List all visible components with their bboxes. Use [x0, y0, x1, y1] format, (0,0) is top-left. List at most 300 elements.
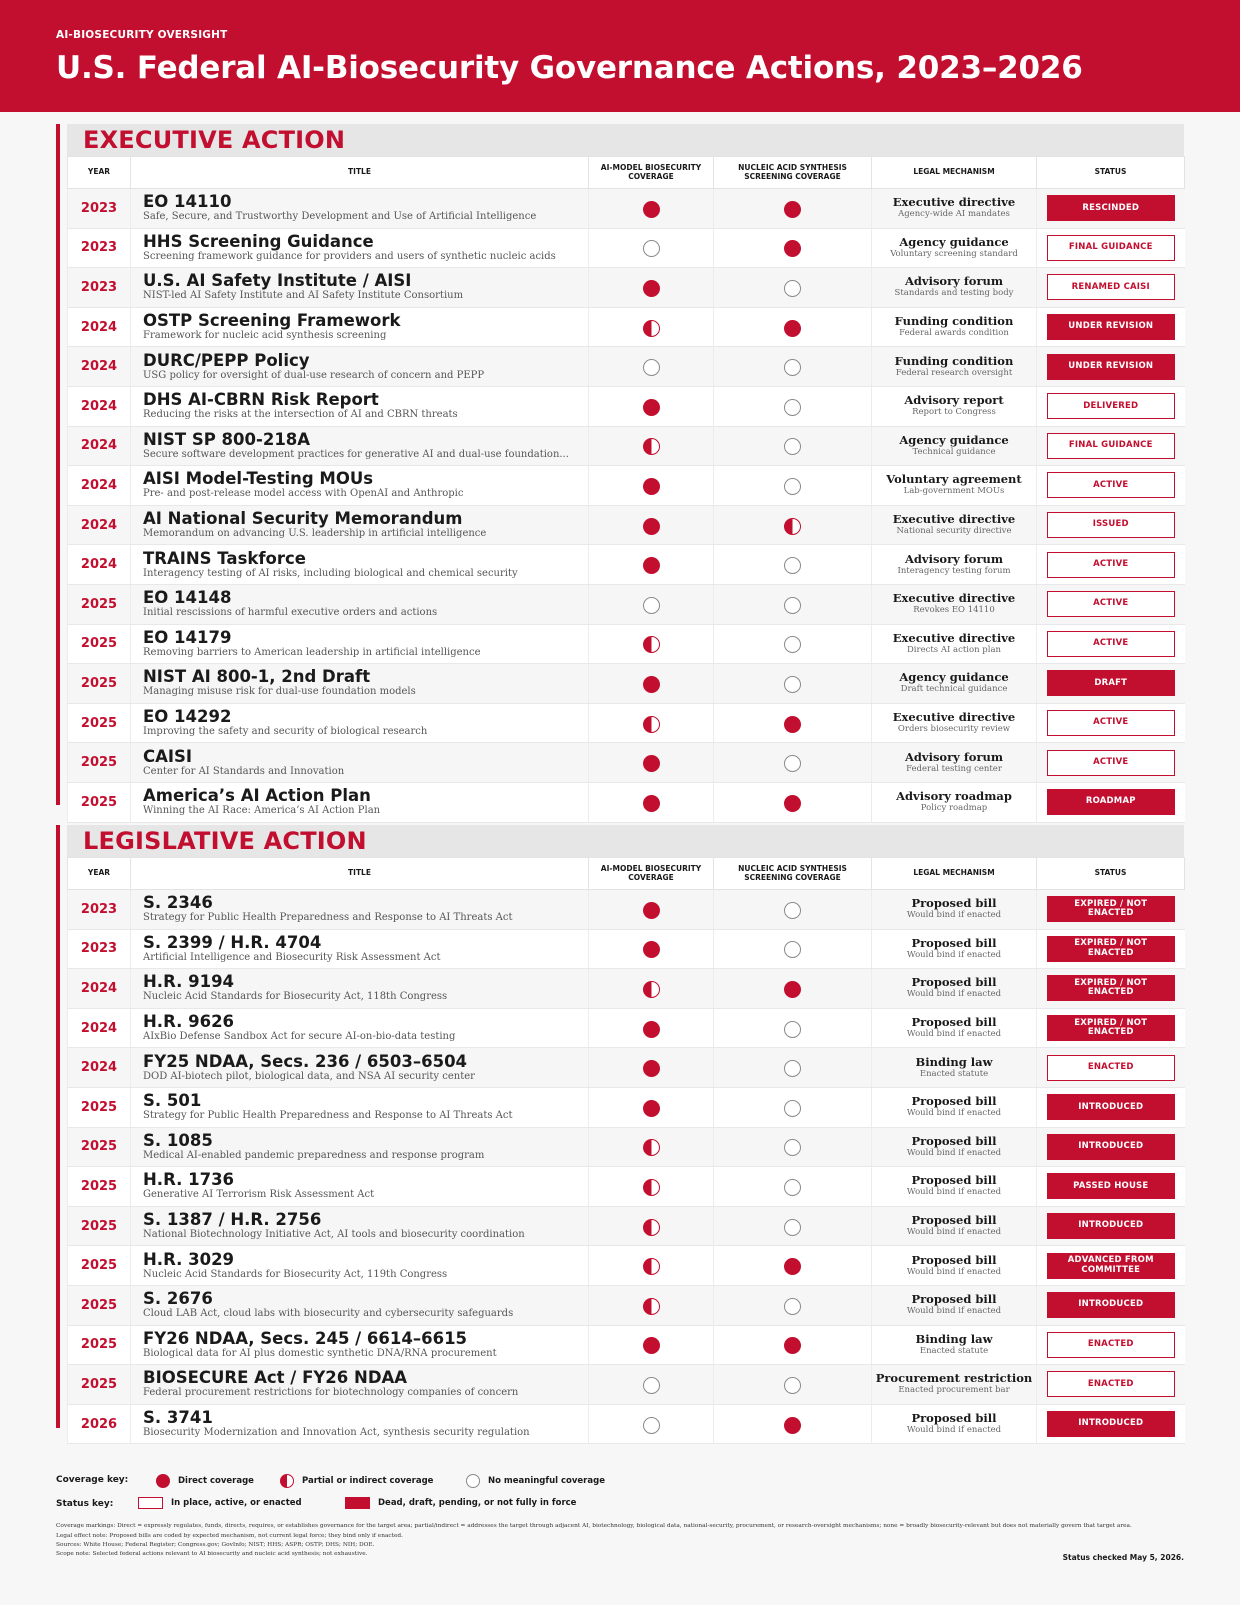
nucleic-acid-coverage-cell [714, 929, 872, 969]
status-badge [1047, 1253, 1175, 1279]
coverage-key-none-label: No meaningful coverage [488, 1476, 605, 1486]
year-cell: 2023 [68, 929, 131, 969]
table-row [68, 426, 1185, 466]
table-row [68, 890, 1185, 930]
title-cell [131, 743, 589, 783]
status-cell [1037, 890, 1185, 930]
ai-model-coverage-cell [589, 969, 714, 1009]
empty-circle-icon [784, 941, 801, 958]
status-badge [1047, 274, 1175, 300]
title-cell [131, 782, 589, 822]
status-badge-label: EXPIRED / NOT ENACTED [1074, 1017, 1148, 1038]
empty-circle-icon [784, 636, 801, 653]
title-cell [131, 1325, 589, 1365]
status-cell [1037, 743, 1185, 783]
legal-mechanism-cell [872, 386, 1037, 426]
status-cell [1037, 1285, 1185, 1325]
ai-model-coverage-cell [589, 1167, 714, 1207]
action-description: Nucleic Acid Standards for Biosecurity Act, 119th Congress [143, 1268, 448, 1280]
legislative-action-section [56, 825, 1184, 1439]
legal-mechanism-cell [872, 890, 1037, 930]
half-circle-icon [643, 320, 660, 337]
empty-circle-icon [643, 1377, 660, 1394]
half-circle-icon [643, 716, 660, 733]
year-cell: 2025 [68, 664, 131, 704]
action-description: USG policy for oversight of dual-use research of concern and PEPP [143, 369, 485, 381]
title-cell [131, 1127, 589, 1167]
table-row [68, 545, 1185, 585]
full-circle-icon [784, 320, 801, 337]
ai-model-coverage-cell [589, 1246, 714, 1286]
table-row [68, 1048, 1185, 1088]
status-badge-label: EXPIRED / NOT ENACTED [1074, 938, 1148, 958]
status-badge-label: ISSUED [1092, 519, 1129, 530]
full-circle-icon [643, 755, 660, 772]
status-cell [1037, 386, 1185, 426]
action-description: Generative AI Terrorism Risk Assessment Act [143, 1189, 375, 1201]
year-cell: 2025 [68, 1246, 131, 1286]
full-circle-icon [643, 902, 660, 919]
legal-mechanism-detail: Lab-government MOUs [903, 486, 1005, 497]
legal-mechanism-detail: Would bind if enacted [906, 1029, 1002, 1040]
legal-mechanism: Binding law [915, 1054, 993, 1069]
ai-model-coverage-cell [589, 268, 714, 308]
status-badge-label: ENACTED [1087, 1061, 1134, 1072]
table-header-row [68, 858, 1185, 890]
ai-model-coverage-cell [589, 1087, 714, 1127]
status-badge [1047, 433, 1175, 459]
status-badge [1047, 975, 1175, 1001]
year-cell: 2025 [68, 584, 131, 624]
status-cell [1037, 1404, 1185, 1444]
status-badge-label: INTRODUCED [1078, 1141, 1144, 1152]
nucleic-acid-coverage-cell [714, 1127, 872, 1167]
status-badge-label: INTRODUCED [1078, 1220, 1144, 1231]
legal-mechanism: Advisory forum [904, 551, 1004, 566]
nucleic-acid-coverage-cell [714, 1365, 872, 1405]
year-cell: 2023 [68, 228, 131, 268]
half-circle-icon [643, 438, 660, 455]
table-row [68, 1285, 1185, 1325]
col-header-year: YEAR [68, 157, 131, 189]
status-cell [1037, 969, 1185, 1009]
legal-mechanism: Executive directive [892, 710, 1016, 725]
title-cell [131, 584, 589, 624]
page-title: U.S. Federal AI-Biosecurity Governance Actions, 2023–2026 [56, 50, 1083, 86]
empty-circle-icon [784, 478, 801, 495]
status-badge-label: DELIVERED [1083, 400, 1139, 411]
status-badge-label: DRAFT [1094, 677, 1128, 688]
action-title: H.R. 1736 [143, 1171, 235, 1190]
legal-mechanism-detail: National security directive [896, 526, 1012, 537]
title-cell [131, 664, 589, 704]
table-row [68, 386, 1185, 426]
nucleic-acid-coverage-cell [714, 426, 872, 466]
status-badge [1047, 235, 1175, 261]
table-row [68, 782, 1185, 822]
status-cell [1037, 1246, 1185, 1286]
section-accent-bar [56, 825, 60, 1428]
full-circle-icon [643, 201, 660, 218]
status-cell [1037, 426, 1185, 466]
status-badge [1047, 789, 1175, 815]
legal-mechanism-cell [872, 466, 1037, 506]
legal-mechanism-detail: Interagency testing forum [897, 565, 1011, 576]
legal-mechanism: Procurement restriction [875, 1371, 1033, 1386]
status-badge-label: FINAL GUIDANCE [1068, 440, 1153, 451]
status-badge-label: ACTIVE [1093, 756, 1129, 767]
status-cell [1037, 1325, 1185, 1365]
status-cell [1037, 545, 1185, 585]
action-title: AISI Model-Testing MOUs [143, 470, 374, 489]
half-circle-icon [643, 1298, 660, 1315]
year-cell: 2025 [68, 1365, 131, 1405]
status-cell [1037, 1206, 1185, 1246]
legal-mechanism-detail: Would bind if enacted [906, 1147, 1002, 1158]
action-title: OSTP Screening Framework [143, 312, 401, 331]
year-cell: 2024 [68, 545, 131, 585]
legal-mechanism-detail: Would bind if enacted [906, 989, 1002, 1000]
status-badge-label: ACTIVE [1093, 717, 1129, 728]
title-cell [131, 1365, 589, 1405]
nucleic-acid-coverage-cell [714, 703, 872, 743]
status-key-filled-label: Dead, draft, pending, or not fully in force [378, 1498, 577, 1508]
status-badge [1047, 1371, 1175, 1397]
status-badge [1047, 1332, 1175, 1358]
full-circle-icon [643, 399, 660, 416]
status-badge-label: ADVANCED FROM COMMITTEE [1067, 1255, 1154, 1275]
status-key-label: Status key: [56, 1499, 114, 1509]
status-badge [1047, 1015, 1175, 1041]
legal-mechanism: Proposed bill [911, 975, 997, 990]
empty-circle-icon [784, 597, 801, 614]
empty-circle-icon [784, 280, 801, 297]
year-cell: 2025 [68, 1167, 131, 1207]
status-badge-label: UNDER REVISION [1068, 360, 1154, 371]
legal-mechanism-cell [872, 1008, 1037, 1048]
year-cell: 2025 [68, 782, 131, 822]
legal-mechanism: Agency guidance [899, 234, 1009, 249]
year-cell: 2024 [68, 466, 131, 506]
legal-mechanism-detail: Would bind if enacted [906, 1266, 1002, 1277]
status-cell [1037, 347, 1185, 387]
legal-mechanism-detail: Draft technical guidance [900, 684, 1008, 695]
ai-model-coverage-cell [589, 664, 714, 704]
legal-mechanism-cell [872, 189, 1037, 229]
nucleic-acid-coverage-cell [714, 505, 872, 545]
status-cell [1037, 624, 1185, 664]
nucleic-acid-coverage-cell [714, 307, 872, 347]
status-cell [1037, 307, 1185, 347]
legal-mechanism-detail: Federal testing center [906, 763, 1002, 774]
action-description: Strategy for Public Health Preparedness and Response to AI Threats Act [143, 912, 513, 924]
nucleic-acid-coverage-cell [714, 624, 872, 664]
status-badge [1047, 750, 1175, 776]
legal-mechanism: Advisory roadmap [896, 789, 1012, 804]
action-description: Safe, Secure, and Trustworthy Development and Use of Artificial Intelligence [143, 211, 537, 223]
legal-mechanism-detail: Enacted procurement bar [898, 1385, 1010, 1396]
empty-circle-icon [784, 1139, 801, 1156]
table-row [68, 1008, 1185, 1048]
action-description: Framework for nucleic acid synthesis screening [143, 330, 387, 342]
status-badge [1047, 1094, 1175, 1120]
status-badge [1047, 1213, 1175, 1239]
table-row [68, 1246, 1185, 1286]
legal-mechanism-detail: Would bind if enacted [906, 1108, 1002, 1119]
legal-mechanism-cell [872, 268, 1037, 308]
table-row [68, 584, 1185, 624]
scope-note: Scope note: Selected federal actions relevant to AI biosecurity and nucleic acid synthesis; not exhaustive. [56, 1551, 368, 1557]
legal-mechanism-cell [872, 584, 1037, 624]
year-cell: 2024 [68, 505, 131, 545]
action-description: Improving the safety and security of biological research [143, 726, 428, 738]
action-description: Managing misuse risk for dual-use foundation models [143, 686, 416, 698]
status-badge-label: EXPIRED / NOT ENACTED [1074, 977, 1148, 998]
status-badge [1047, 552, 1175, 578]
legal-mechanism: Agency guidance [899, 670, 1009, 685]
legal-mechanism: Agency guidance [899, 432, 1009, 447]
legal-mechanism-detail: Federal awards condition [899, 328, 1009, 339]
nucleic-acid-coverage-cell [714, 782, 872, 822]
year-cell: 2024 [68, 426, 131, 466]
year-cell: 2025 [68, 1325, 131, 1365]
legal-mechanism-detail: Orders biosecurity review [897, 724, 1011, 735]
title-cell [131, 189, 589, 229]
executive-action-table [67, 156, 1185, 823]
empty-circle-icon [784, 438, 801, 455]
status-badge-label: PASSED HOUSE [1073, 1180, 1149, 1191]
action-title: America’s AI Action Plan [143, 787, 371, 806]
ai-model-coverage-cell [589, 505, 714, 545]
ai-model-coverage-cell [589, 703, 714, 743]
status-cell [1037, 505, 1185, 545]
action-title: H.R. 9194 [143, 973, 235, 992]
action-description: Strategy for Public Health Preparedness and Response to AI Threats Act [143, 1110, 513, 1122]
nucleic-acid-coverage-cell [714, 584, 872, 624]
status-badge [1047, 896, 1175, 922]
section-heading-bar [67, 124, 1184, 156]
legal-mechanism-detail: Voluntary screening standard [890, 248, 1018, 259]
status-badge [1047, 1292, 1175, 1318]
action-description: Pre- and post-release model access with OpenAI and Anthropic [143, 488, 464, 500]
full-circle-icon [643, 1100, 660, 1117]
action-description: Medical AI-enabled pandemic preparedness and response program [143, 1149, 485, 1161]
section-heading: LEGISLATIVE ACTION [83, 827, 367, 855]
table-row [68, 268, 1185, 308]
action-title: FY26 NDAA, Secs. 245 / 6614–6615 [143, 1329, 468, 1348]
legal-mechanism: Proposed bill [911, 935, 997, 950]
full-circle-icon [784, 240, 801, 257]
year-cell: 2025 [68, 1285, 131, 1325]
table-row [68, 1325, 1185, 1365]
nucleic-acid-coverage-cell [714, 1167, 872, 1207]
title-cell [131, 347, 589, 387]
empty-circle-icon [784, 557, 801, 574]
year-cell: 2023 [68, 890, 131, 930]
ai-model-coverage-cell [589, 1325, 714, 1365]
legal-mechanism-detail: Would bind if enacted [906, 1227, 1002, 1238]
nucleic-acid-coverage-cell [714, 189, 872, 229]
table-row [68, 1167, 1185, 1207]
legal-mechanism-cell [872, 1206, 1037, 1246]
legal-mechanism-cell [872, 703, 1037, 743]
ai-model-coverage-cell [589, 782, 714, 822]
full-circle-icon [156, 1474, 170, 1488]
full-circle-icon [643, 941, 660, 958]
empty-circle-icon [784, 399, 801, 416]
full-circle-icon [643, 478, 660, 495]
action-description: Initial rescissions of harmful executive orders and actions [143, 607, 438, 619]
legal-mechanism-cell [872, 1325, 1037, 1365]
status-badge-label: INTRODUCED [1078, 1299, 1144, 1310]
status-cell [1037, 1127, 1185, 1167]
ai-model-coverage-cell [589, 1008, 714, 1048]
ai-model-coverage-cell [589, 1404, 714, 1444]
title-cell [131, 466, 589, 506]
action-description: National Biotechnology Initiative Act, AI tools and biosecurity coordination [143, 1229, 525, 1241]
action-title: EO 14292 [143, 708, 232, 727]
legal-mechanism-cell [872, 969, 1037, 1009]
status-cell [1037, 1087, 1185, 1127]
status-badge-label: ACTIVE [1093, 479, 1129, 490]
action-title: S. 2399 / H.R. 4704 [143, 933, 322, 952]
title-cell [131, 426, 589, 466]
full-circle-icon [643, 1337, 660, 1354]
year-cell: 2024 [68, 307, 131, 347]
legal-mechanism: Proposed bill [911, 1015, 997, 1030]
legislative-action-table [67, 857, 1185, 1444]
action-title: S. 2676 [143, 1290, 213, 1309]
title-cell [131, 703, 589, 743]
action-title: S. 501 [143, 1092, 202, 1111]
legal-mechanism-detail: Enacted statute [919, 1345, 989, 1356]
half-circle-icon [784, 518, 801, 535]
action-title: FY25 NDAA, Secs. 236 / 6503–6504 [143, 1052, 468, 1071]
legal-mechanism-cell [872, 1087, 1037, 1127]
table-row [68, 347, 1185, 387]
table-row [68, 228, 1185, 268]
action-description: Center for AI Standards and Innovation [143, 765, 345, 777]
page-header [0, 0, 1240, 112]
col-header-nucleic-acid-coverage: NUCLEIC ACID SYNTHESIS SCREENING COVERAGE [714, 157, 872, 189]
status-badge [1047, 354, 1175, 380]
coverage-key-direct [156, 1474, 254, 1488]
legal-mechanism-cell [872, 624, 1037, 664]
legal-mechanism-detail: Federal research oversight [895, 367, 1013, 378]
empty-circle-icon [643, 1417, 660, 1434]
empty-circle-icon [466, 1474, 480, 1488]
table-row [68, 1087, 1185, 1127]
col-header-legal-mechanism: LEGAL MECHANISM [872, 858, 1037, 890]
legal-mechanism-cell [872, 782, 1037, 822]
status-badge-label: RENAMED CAISI [1071, 281, 1150, 292]
legal-mechanism-detail: Standards and testing body [894, 288, 1014, 299]
nucleic-acid-coverage-cell [714, 1206, 872, 1246]
status-badge-label: ROADMAP [1085, 796, 1136, 807]
coverage-key-direct-label: Direct coverage [178, 1476, 254, 1486]
title-cell [131, 1285, 589, 1325]
ai-model-coverage-cell [589, 929, 714, 969]
empty-circle-icon [784, 1377, 801, 1394]
ai-model-coverage-cell [589, 228, 714, 268]
legal-mechanism: Voluntary agreement [886, 472, 1022, 487]
nucleic-acid-coverage-cell [714, 1008, 872, 1048]
coverage-key-partial-label: Partial or indirect coverage [302, 1476, 434, 1486]
status-badge-label: ENACTED [1087, 1378, 1134, 1389]
ai-model-coverage-cell [589, 545, 714, 585]
ai-model-coverage-cell [589, 1285, 714, 1325]
action-title: NIST SP 800-218A [143, 430, 311, 449]
full-circle-icon [784, 1417, 801, 1434]
table-row [68, 969, 1185, 1009]
table-header-row [68, 157, 1185, 189]
title-cell [131, 545, 589, 585]
status-badge-label: ACTIVE [1093, 558, 1129, 569]
empty-circle-icon [784, 1219, 801, 1236]
legal-mechanism: Proposed bill [911, 1411, 997, 1426]
legal-mechanism-cell [872, 1285, 1037, 1325]
action-title: CAISI [143, 747, 193, 766]
half-circle-icon [643, 1219, 660, 1236]
half-circle-icon [280, 1474, 294, 1488]
col-header-status: STATUS [1037, 858, 1185, 890]
title-cell [131, 1404, 589, 1444]
table-row [68, 307, 1185, 347]
nucleic-acid-coverage-cell [714, 347, 872, 387]
status-badge [1047, 512, 1175, 538]
ai-model-coverage-cell [589, 347, 714, 387]
status-badge-label: EXPIRED / NOT ENACTED [1074, 898, 1148, 919]
empty-circle-icon [643, 597, 660, 614]
action-title: U.S. AI Safety Institute / AISI [143, 272, 412, 291]
half-circle-icon [643, 981, 660, 998]
title-cell [131, 929, 589, 969]
legal-mechanism-cell [872, 505, 1037, 545]
legal-mechanism-cell [872, 426, 1037, 466]
action-title: EO 14110 [143, 193, 232, 212]
year-cell: 2024 [68, 1048, 131, 1088]
legal-mechanism: Executive directive [892, 630, 1016, 645]
nucleic-acid-coverage-cell [714, 1087, 872, 1127]
filled-badge-swatch [345, 1497, 370, 1509]
full-circle-icon [643, 676, 660, 693]
action-description: Biological data for AI plus domestic synthetic DNA/RNA procurement [143, 1347, 497, 1359]
action-title: BIOSECURE Act / FY26 NDAA [143, 1369, 408, 1388]
year-cell: 2024 [68, 347, 131, 387]
legal-mechanism: Proposed bill [911, 1133, 997, 1148]
action-description: Nucleic Acid Standards for Biosecurity Act, 118th Congress [143, 991, 448, 1003]
ai-model-coverage-cell [589, 1048, 714, 1088]
action-description: DOD AI-biotech pilot, biological data, and NSA AI security center [143, 1070, 475, 1082]
empty-circle-icon [784, 676, 801, 693]
year-cell: 2025 [68, 1206, 131, 1246]
action-description: Reducing the risks at the intersection of AI and CBRN threats [143, 409, 458, 421]
status-cell [1037, 466, 1185, 506]
nucleic-acid-coverage-cell [714, 1285, 872, 1325]
legislative-action-rows [68, 890, 1185, 1444]
title-cell [131, 890, 589, 930]
nucleic-acid-coverage-cell [714, 1404, 872, 1444]
nucleic-acid-coverage-cell [714, 743, 872, 783]
action-title: S. 2346 [143, 894, 213, 913]
action-description: Removing barriers to American leadership in artificial intelligence [143, 646, 481, 658]
full-circle-icon [784, 1337, 801, 1354]
year-cell: 2024 [68, 386, 131, 426]
legal-mechanism-cell [872, 929, 1037, 969]
status-badge-label: ACTIVE [1093, 638, 1129, 649]
ai-model-coverage-cell [589, 743, 714, 783]
action-description: Winning the AI Race: America’s AI Action Plan [143, 805, 381, 817]
